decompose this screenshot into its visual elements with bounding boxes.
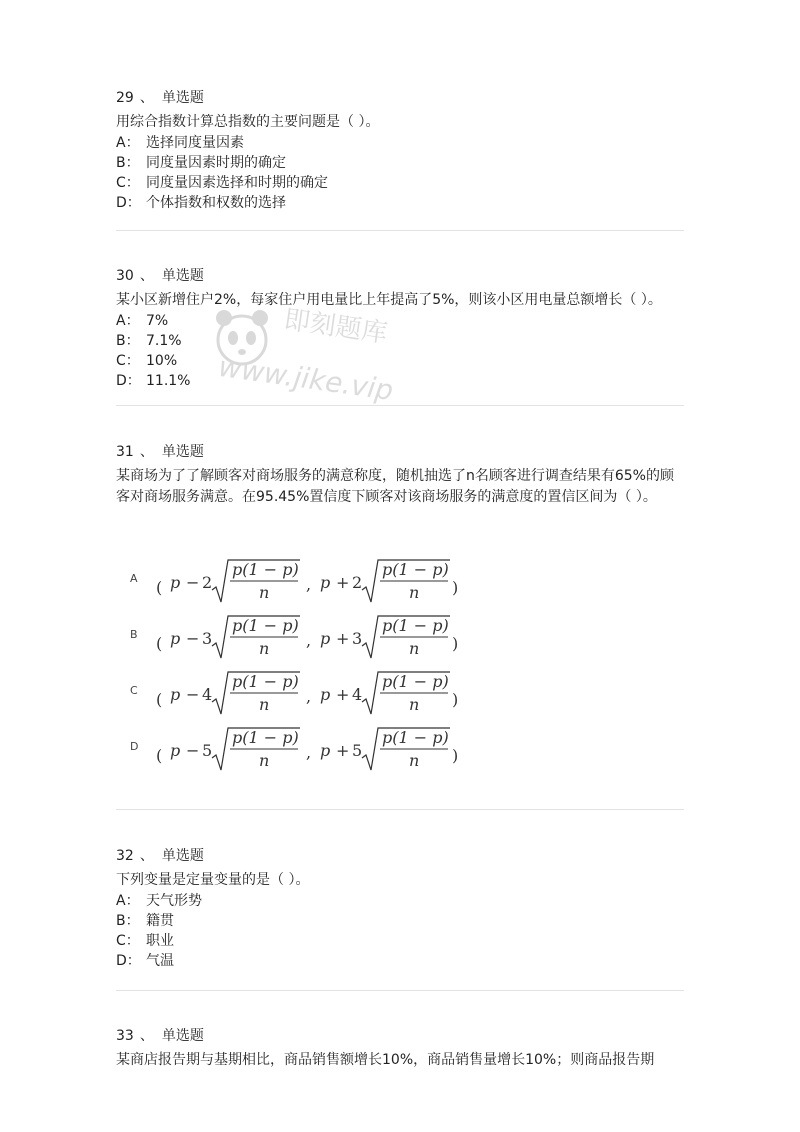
minus-sign: − bbox=[186, 685, 200, 704]
question-text: 用综合指数计算总指数的主要问题是（ ）。 bbox=[116, 114, 380, 130]
open-paren: ( bbox=[156, 578, 163, 597]
plus-sign: + bbox=[336, 685, 350, 704]
question-separator: 、 bbox=[139, 1028, 154, 1044]
option-label: C： bbox=[116, 933, 140, 949]
option-text: 籍贯 bbox=[146, 913, 174, 929]
symbol-p: p bbox=[320, 629, 331, 648]
close-paren: ) bbox=[452, 690, 459, 709]
question-number: 32 bbox=[116, 848, 134, 864]
option-c[interactable] bbox=[116, 931, 686, 951]
plus-sign: + bbox=[336, 741, 350, 760]
question-header bbox=[116, 266, 686, 286]
formula-option-b[interactable] bbox=[130, 612, 490, 668]
option-text: 个体指数和权数的选择 bbox=[146, 195, 286, 211]
close-paren: ) bbox=[452, 578, 459, 597]
symbol-p: p bbox=[170, 629, 181, 648]
watermark bbox=[212, 296, 422, 426]
question-number: 31 bbox=[116, 444, 134, 460]
question-text: 某商场为了了解顾客对商场服务的满意称度，随机抽选了n名顾客进行调查结果有65%的顾客对商场服务满意。在95.45%置信度下顾客对该商场服务的满意度的置信区间为（ ）。 bbox=[116, 468, 674, 505]
question-32 bbox=[116, 846, 686, 971]
plus-sign: + bbox=[336, 573, 350, 592]
option-label: D： bbox=[116, 373, 141, 389]
option-label: C： bbox=[116, 353, 140, 369]
question-type: 单选题 bbox=[161, 848, 204, 864]
formula-interval bbox=[154, 612, 474, 664]
comma: , bbox=[306, 687, 312, 706]
open-paren: ( bbox=[156, 746, 163, 765]
plus-sign: + bbox=[336, 629, 350, 648]
question-separator: 、 bbox=[139, 90, 154, 106]
question-header bbox=[116, 846, 686, 866]
option-c[interactable] bbox=[116, 173, 686, 193]
minus-sign: − bbox=[186, 629, 200, 648]
multiplier: 5 bbox=[202, 741, 213, 760]
option-text: 11.1% bbox=[146, 373, 191, 389]
fraction-denominator: n bbox=[409, 695, 420, 714]
fraction-numerator: p(1 − p) bbox=[382, 616, 449, 635]
option-text: 同度量因素时期的确定 bbox=[146, 155, 286, 171]
option-label: C bbox=[130, 684, 138, 697]
option-label: A： bbox=[116, 893, 140, 909]
multiplier: 4 bbox=[202, 685, 213, 704]
formula-interval bbox=[154, 556, 474, 608]
fraction-denominator: n bbox=[409, 639, 420, 658]
question-text: 下列变量是定量变量的是（ ）。 bbox=[116, 872, 310, 888]
symbol-p: p bbox=[170, 741, 181, 760]
question-header bbox=[116, 442, 686, 462]
question-33 bbox=[116, 1026, 686, 1071]
option-label: B： bbox=[116, 333, 140, 349]
formula-option-a[interactable] bbox=[130, 556, 490, 612]
formula-option-c[interactable] bbox=[130, 668, 490, 724]
question-text: 某小区新增住户2%，每家住户用电量比上年提高了5%，则该小区用电量总额增长（ ）。 bbox=[116, 292, 662, 308]
watermark-url: www.jike.vip bbox=[216, 349, 396, 408]
option-text: 选择同度量因素 bbox=[146, 135, 244, 151]
watermark-brand: 即刻题库 bbox=[282, 304, 390, 350]
option-label: A： bbox=[116, 313, 140, 329]
option-d[interactable] bbox=[116, 193, 686, 213]
fraction-numerator: p(1 − p) bbox=[232, 560, 299, 579]
fraction-numerator: p(1 − p) bbox=[382, 560, 449, 579]
option-label: B： bbox=[116, 913, 140, 929]
option-b[interactable] bbox=[116, 153, 686, 173]
formula-options bbox=[130, 556, 490, 780]
close-paren: ) bbox=[452, 634, 459, 653]
option-label: D bbox=[130, 740, 139, 753]
divider bbox=[116, 809, 684, 810]
formula-interval bbox=[154, 668, 474, 720]
divider bbox=[116, 990, 684, 991]
option-text: 职业 bbox=[146, 933, 174, 949]
option-text: 气温 bbox=[146, 953, 174, 969]
multiplier: 2 bbox=[202, 573, 213, 592]
open-paren: ( bbox=[156, 690, 163, 709]
question-separator: 、 bbox=[139, 848, 154, 864]
option-text: 7.1% bbox=[146, 333, 182, 349]
multiplier: 3 bbox=[202, 629, 213, 648]
multiplier: 5 bbox=[352, 741, 363, 760]
question-text: 某商店报告期与基期相比，商品销售额增长10%，商品销售量增长10%；则商品报告期 bbox=[116, 1052, 655, 1068]
formula-interval bbox=[154, 724, 474, 776]
option-label: B bbox=[130, 628, 138, 641]
option-label: C： bbox=[116, 175, 140, 191]
open-paren: ( bbox=[156, 634, 163, 653]
minus-sign: − bbox=[186, 741, 200, 760]
fraction-numerator: p(1 − p) bbox=[232, 672, 299, 691]
formula-option-d[interactable] bbox=[130, 724, 490, 780]
option-d[interactable] bbox=[116, 951, 686, 971]
close-paren: ) bbox=[452, 746, 459, 765]
question-29 bbox=[116, 88, 686, 213]
comma: , bbox=[306, 631, 312, 650]
option-label: A bbox=[130, 572, 138, 585]
multiplier: 4 bbox=[352, 685, 363, 704]
question-header bbox=[116, 88, 686, 108]
fraction-denominator: n bbox=[259, 695, 270, 714]
question-type: 单选题 bbox=[161, 90, 204, 106]
option-text: 同度量因素选择和时期的确定 bbox=[146, 175, 328, 191]
fraction-numerator: p(1 − p) bbox=[232, 616, 299, 635]
option-text: 天气形势 bbox=[146, 893, 202, 909]
question-type: 单选题 bbox=[161, 268, 204, 284]
fraction-denominator: n bbox=[259, 751, 270, 770]
symbol-p: p bbox=[170, 573, 181, 592]
symbol-p: p bbox=[170, 685, 181, 704]
comma: , bbox=[306, 743, 312, 762]
option-label: A： bbox=[116, 135, 140, 151]
fraction-denominator: n bbox=[259, 583, 270, 602]
symbol-p: p bbox=[320, 741, 331, 760]
fraction-denominator: n bbox=[409, 583, 420, 602]
comma: , bbox=[306, 575, 312, 594]
option-b[interactable] bbox=[116, 911, 686, 931]
divider bbox=[116, 230, 684, 231]
option-a[interactable] bbox=[116, 133, 686, 153]
fraction-numerator: p(1 − p) bbox=[382, 672, 449, 691]
multiplier: 2 bbox=[352, 573, 363, 592]
symbol-p: p bbox=[320, 573, 331, 592]
multiplier: 3 bbox=[352, 629, 363, 648]
question-separator: 、 bbox=[139, 268, 154, 284]
question-header bbox=[116, 1026, 686, 1046]
fraction-numerator: p(1 − p) bbox=[232, 728, 299, 747]
option-text: 10% bbox=[146, 353, 178, 369]
question-type: 单选题 bbox=[161, 444, 204, 460]
option-text: 7% bbox=[146, 313, 169, 329]
question-number: 33 bbox=[116, 1028, 134, 1044]
symbol-p: p bbox=[320, 685, 331, 704]
question-type: 单选题 bbox=[161, 1028, 204, 1044]
question-separator: 、 bbox=[139, 444, 154, 460]
question-number: 30 bbox=[116, 268, 134, 284]
question-31 bbox=[116, 442, 686, 508]
option-label: D： bbox=[116, 953, 141, 969]
fraction-denominator: n bbox=[409, 751, 420, 770]
fraction-denominator: n bbox=[259, 639, 270, 658]
question-number: 29 bbox=[116, 90, 134, 106]
option-label: B： bbox=[116, 155, 140, 171]
fraction-numerator: p(1 − p) bbox=[382, 728, 449, 747]
option-label: D： bbox=[116, 195, 141, 211]
option-a[interactable] bbox=[116, 891, 686, 911]
minus-sign: − bbox=[186, 573, 200, 592]
